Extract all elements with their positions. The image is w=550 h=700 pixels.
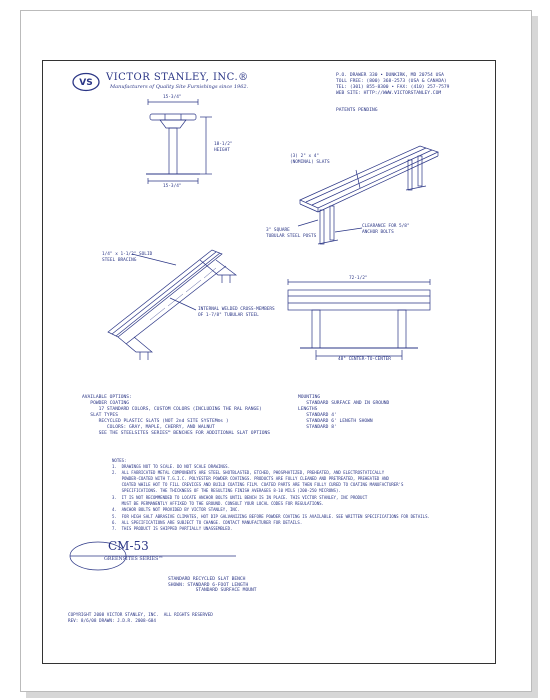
notes-line-11: 7. THIS PRODUCT IS SHIPPED PARTIALLY UNASSEMBLED. xyxy=(112,526,233,531)
cross-members-label: INTERNAL WELDED CROSS-MEMBERS OF 1-7/8" TUBULAR STEEL xyxy=(198,307,275,318)
options-line-4: SLAT TYPES xyxy=(82,413,118,418)
mounting-line-3: LENGTHS xyxy=(298,407,318,412)
notes-line-7: MUST BE PERMANENTLY AFFIXED TO THE GROUND. CONSULT YOUR LOCAL CODES FOR REGULATIONS. xyxy=(112,501,324,506)
notes-line-9: 5. FOR HIGH SALT ABRASIVE CLIMATES, HOT DIP GALVANIZING BEFORE POWDER COATING IS AVAILABLE. SEE WRITTEN SPECIFICATIONS FOR DETAILS. xyxy=(112,514,430,519)
front-view xyxy=(288,279,430,360)
notes-line-2: 2. ALL FABRICATED METAL COMPONENTS ARE STEEL SHOTBLASTED, ETCHED, PHOSPHATIZED, PREHEATED, AND ELECTROSTATICALLY xyxy=(112,470,385,475)
patents-text: PATENTS PENDING xyxy=(336,108,378,113)
notes-line-3: POWDER-COATED WITH T.G.I.C. POLYESTER POWDER COATINGS. PRODUCTS ARE FULLY CLEANED AND PRETREATED, PREHEATED AND xyxy=(112,476,389,481)
product-description: STANDARD RECYCLED SLAT BENCH SHOWN: STANDARD 6-FOOT LENGTH STANDARD SURFACE MOUNT xyxy=(168,577,257,594)
end-view xyxy=(146,99,212,184)
bracing-label: 1/4" x 1-1/2" SOLID STEEL BRACING xyxy=(102,252,153,263)
mounting-line-2: STANDARD SURFACE AND IN GROUND xyxy=(298,401,390,406)
svg-text:VS: VS xyxy=(79,78,93,88)
frame-perspective-view xyxy=(108,250,236,360)
mounting-line-6: STANDARD 8' xyxy=(298,425,337,430)
notes-line-10: 6. ALL SPECIFICATIONS ARE SUBJECT TO CHANGE. CONTACT MANUFACTURER FOR DETAILS. xyxy=(112,520,303,525)
notes-line-0: NOTES: xyxy=(112,458,127,463)
seat-height-label: 18-1/2" HEIGHT xyxy=(214,142,233,153)
brand-name: VICTOR STANLEY, INC.® xyxy=(106,72,249,83)
notes-line-8: 4. ANCHOR BOLTS NOT PROVIDED BY VICTOR STANLEY, INC. xyxy=(112,507,240,512)
overall-length-label: 72-1/2" xyxy=(349,276,368,281)
copyright-text: COPYRIGHT 2008 VICTOR STANLEY, INC. ALL RIGHTS RESERVED REV: 8/6/08 DRAWN: J.D.R. 2008-684 xyxy=(68,613,213,624)
notes-line-6: 3. IT IS NOT RECOMMENDED TO LOCATE ANCHOR BOLTS UNTIL BENCH IS IN PLACE. THIS VICTOR STANLEY, INC PRODUCT xyxy=(112,495,368,500)
contact-line-3: TEL: (301) 855-8300 • FAX: (410) 257-7579 xyxy=(336,85,450,90)
series-name: GREENSITES SERIES™ xyxy=(104,557,164,562)
model-code: CM-53 xyxy=(108,539,149,553)
contact-line-1: P.O. DRAWER 330 • DUNKIRK, MD 20754 USA xyxy=(336,73,444,78)
mounting-line-1: MOUNTING xyxy=(298,395,321,400)
brand-tagline: Manufacturers of Quality Site Furnishings since 1962. xyxy=(110,84,249,90)
slats-label: (3) 2" x 4" (NOMINAL) SLATS xyxy=(290,154,330,165)
center-to-center-label: 48" CENTER-TO-CENTER xyxy=(338,357,391,362)
posts-label: 3" SQUARE TUBULAR STEEL POSTS xyxy=(266,228,317,239)
mounting-line-5: STANDARD 6' LENGTH SHOWN xyxy=(298,419,373,424)
notes-line-5: SPECIFICATIONS. THE THICKNESS OF THE RESULTING FINISH AVERAGES 8-10 MILS (200-250 MICRONS). xyxy=(112,488,341,493)
options-line-5: RECYCLED PLASTIC SLATS (NOT 2nd SITE SYSTEM®s ) xyxy=(82,419,229,424)
title-block-mark xyxy=(70,542,236,570)
options-line-7: SEE THE STEELSITES SERIES™ BENCHES FOR ADDITIONAL SLAT OPTIONS xyxy=(82,431,271,436)
options-line-1: AVAILABLE OPTIONS: xyxy=(82,395,132,400)
mounting-line-4: STANDARD 4' xyxy=(298,413,337,418)
options-line-6: COLORS: GRAY, MAPLE, CHERRY, AND WALNUT xyxy=(82,425,215,430)
options-line-3: 17 STANDARD COLORS, CUSTOM COLORS (INCLUDING THE RAL RANGE) xyxy=(82,407,262,412)
notes-line-4: COATED WHILE HOT TO FILL CREVICES AND BUILD COATING FILM. COATED PARTS ARE THEN FULLY CURED TO COATING MANUFACTURER'S xyxy=(112,482,404,487)
bottom-width-label: 15-3/4" xyxy=(163,184,182,189)
contact-line-2: TOLL FREE: (800) 368-2573 (USA & CANADA) xyxy=(336,79,447,84)
top-width-label: 15-3/4" xyxy=(163,95,182,100)
contact-line-4: WEB SITE: HTTP://WWW.VICTORSTANLEY.COM xyxy=(336,91,442,96)
notes-line-1: 1. DRAWINGS NOT TO SCALE. DO NOT SCALE DRAWINGS. xyxy=(112,464,231,469)
clearance-label: CLEARANCE FOR 5/8" ANCHOR BOLTS xyxy=(362,224,410,235)
options-line-2: POWDER COATING xyxy=(82,401,130,406)
